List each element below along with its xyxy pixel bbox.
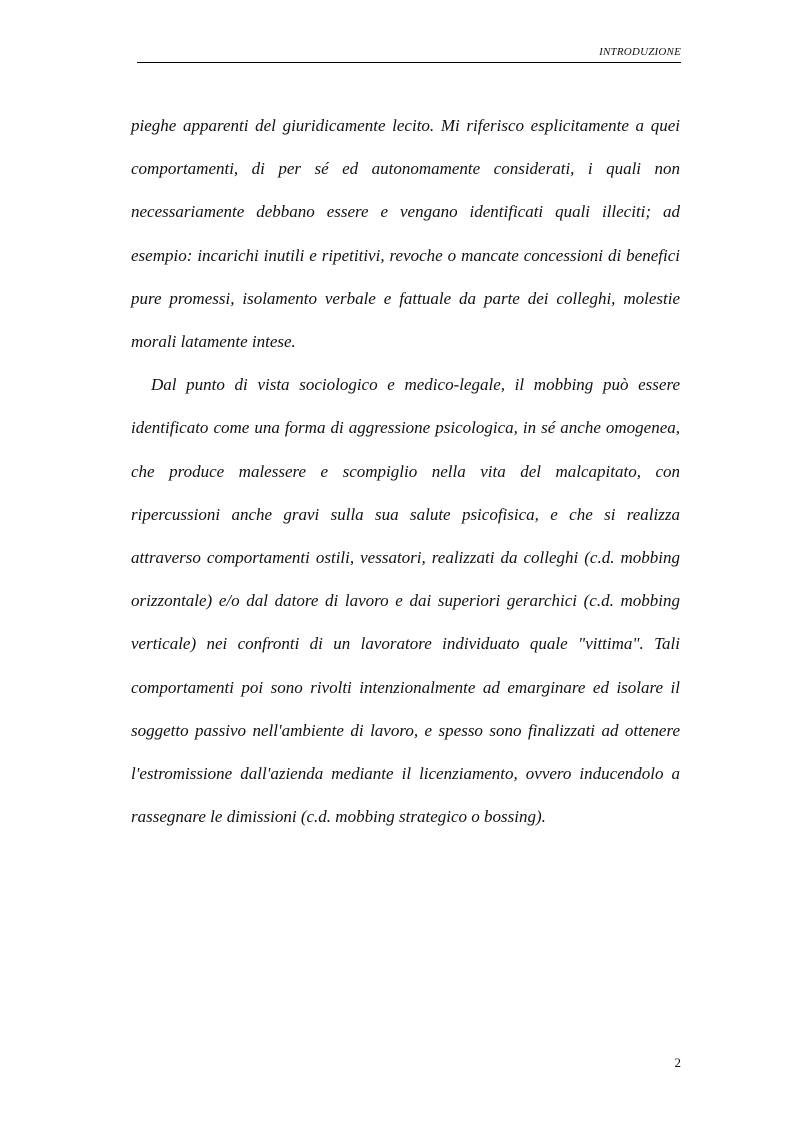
page-number: 2 [674,1055,681,1070]
document-body [131,104,680,838]
paragraph-mobbing-definition: Dal punto di vista sociologico e medico-legale, il mobbing può essere identificato come una forma di aggressione psicologica, in sé anche omogenea, che produce malessere e scompiglio nella vita del malcapitato, con ripercussioni anche gravi sulla sua salute psicofisica, e che si realizza attraverso comportamenti ostili, vessatori, realizzati da colleghi (c.d. mobbing orizzontale) e/o dal datore di lavoro e dai superiori gerarchici (c.d. mobbing verticale) nei confronti di un lavoratore individuato quale "vittima". Tali comportamenti poi sono rivolti intenzionalmente ad emarginare ed isolare il soggetto passivo nell'ambiente di lavoro, e spesso sono finalizzati ad ottenere l'estromissione dall'azienda mediante il licenziamento, ovvero inducendolo a rassegnare le dimissioni (c.d. mobbing strategico o bossing). [131,375,680,827]
section-title: INTRODUZIONE [599,46,681,58]
paragraph-continuation: pieghe apparenti del giuridicamente lecito. Mi riferisco esplicitamente a quei comportamenti, di per sé ed autonomamente considerati, i quali non necessariamente debbano essere e vengano identificati quali illeciti; ad esempio: incarichi inutili e ripetitivi, revoche o mancate concessioni di benefici pure promessi, isolamento verbale e fattuale da parte dei colleghi, molestie morali latamente intese. [131,116,680,352]
running-header [137,44,681,63]
